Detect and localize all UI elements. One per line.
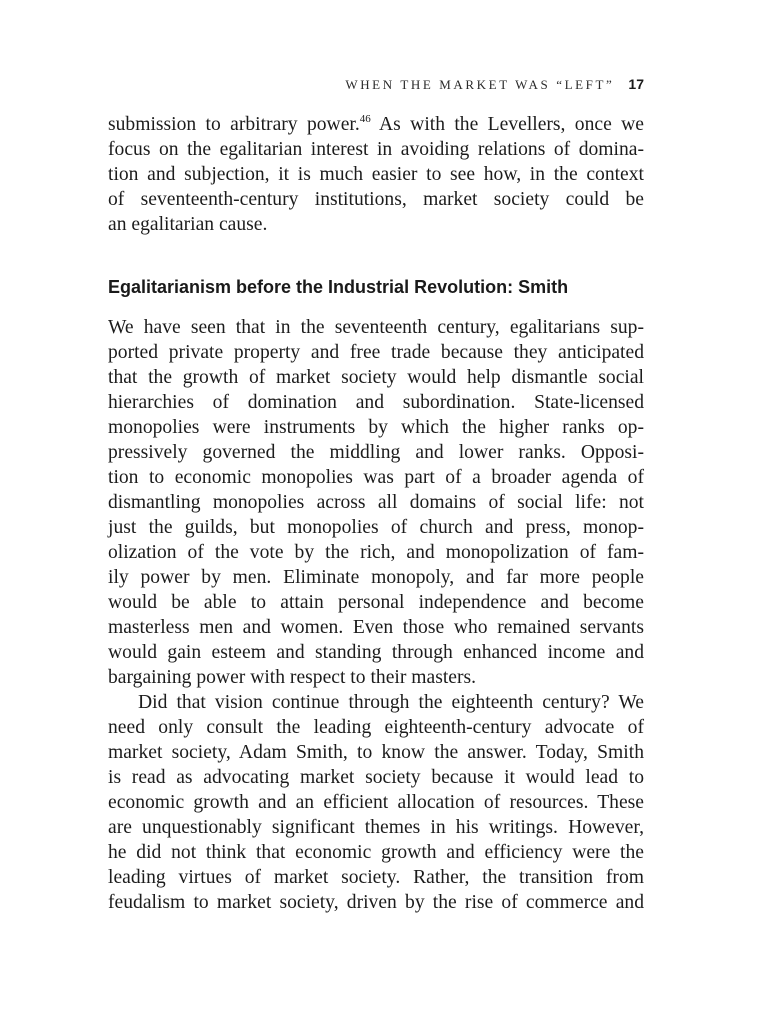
text-line: economic growth and an efficient allocation of resources. These [108, 792, 644, 813]
text-line: ily power by men. Eliminate monopoly, and far more people [108, 567, 644, 588]
text-line: ported private property and free trade because they anticipated [108, 342, 644, 363]
text-line: monopolies were instruments by which the higher ranks op- [108, 417, 644, 438]
text-line: he did not think that economic growth and efficiency were the [108, 842, 644, 863]
text-line: leading virtues of market society. Rather, the transition from [108, 867, 644, 888]
text-line: need only consult the leading eighteenth-century advocate of [108, 717, 644, 738]
text-line: tion to economic monopolies was part of a broader agenda of [108, 467, 644, 488]
text-line: focus on the egalitarian interest in avoiding relations of domina- [108, 139, 644, 160]
text-line: market society, Adam Smith, to know the answer. Today, Smith [108, 742, 644, 763]
text-line: is read as advocating market society because it would lead to [108, 767, 644, 788]
footnote-ref: 46 [359, 113, 371, 125]
text-line: that the growth of market society would help dismantle social [108, 367, 644, 388]
text-line: bargaining power with respect to their masters. [108, 667, 477, 688]
text-line: just the guilds, but monopolies of church and press, monop- [108, 517, 644, 538]
body-text [108, 315, 644, 915]
text-line: hierarchies of domination and subordination. State-licensed [108, 392, 644, 413]
text-line: tion and subjection, it is much easier to see how, in the context [108, 164, 644, 185]
section-heading: Egalitarianism before the Industrial Revolution: Smith [108, 277, 569, 297]
text-line: an egalitarian cause. [108, 214, 268, 235]
opening-paragraph [108, 112, 644, 237]
text-line: We have seen that in the seventeenth century, egalitarians sup- [108, 317, 644, 338]
text-line-continuation: As with the Levellers, once we [370, 114, 645, 135]
text-line: of seventeenth-century institutions, market society could be [108, 189, 644, 210]
text-line: masterless men and women. Even those who remained servants [108, 617, 644, 638]
page-number: 17 [628, 76, 644, 92]
text-line: feudalism to market society, driven by the rise of commerce and [108, 892, 644, 913]
text-line: are unquestionably significant themes in his writings. However, [108, 817, 644, 838]
text-line-start: submission to arbitrary power. [108, 114, 360, 135]
text-line [108, 112, 644, 137]
running-head-title: WHEN THE MARKET WAS “LEFT” [345, 77, 615, 92]
text-line: would gain esteem and standing through enhanced income and [108, 642, 644, 663]
text-line: Did that vision continue through the eighteenth century? We [138, 692, 644, 713]
text-line: dismantling monopolies across all domains of social life: not [108, 492, 644, 513]
text-line: pressively governed the middling and lower ranks. Opposi- [108, 442, 644, 463]
text-line: olization of the vote by the rich, and monopolization of fam- [108, 542, 644, 563]
text-line: would be able to attain personal independence and become [108, 592, 644, 613]
running-head [108, 76, 644, 93]
